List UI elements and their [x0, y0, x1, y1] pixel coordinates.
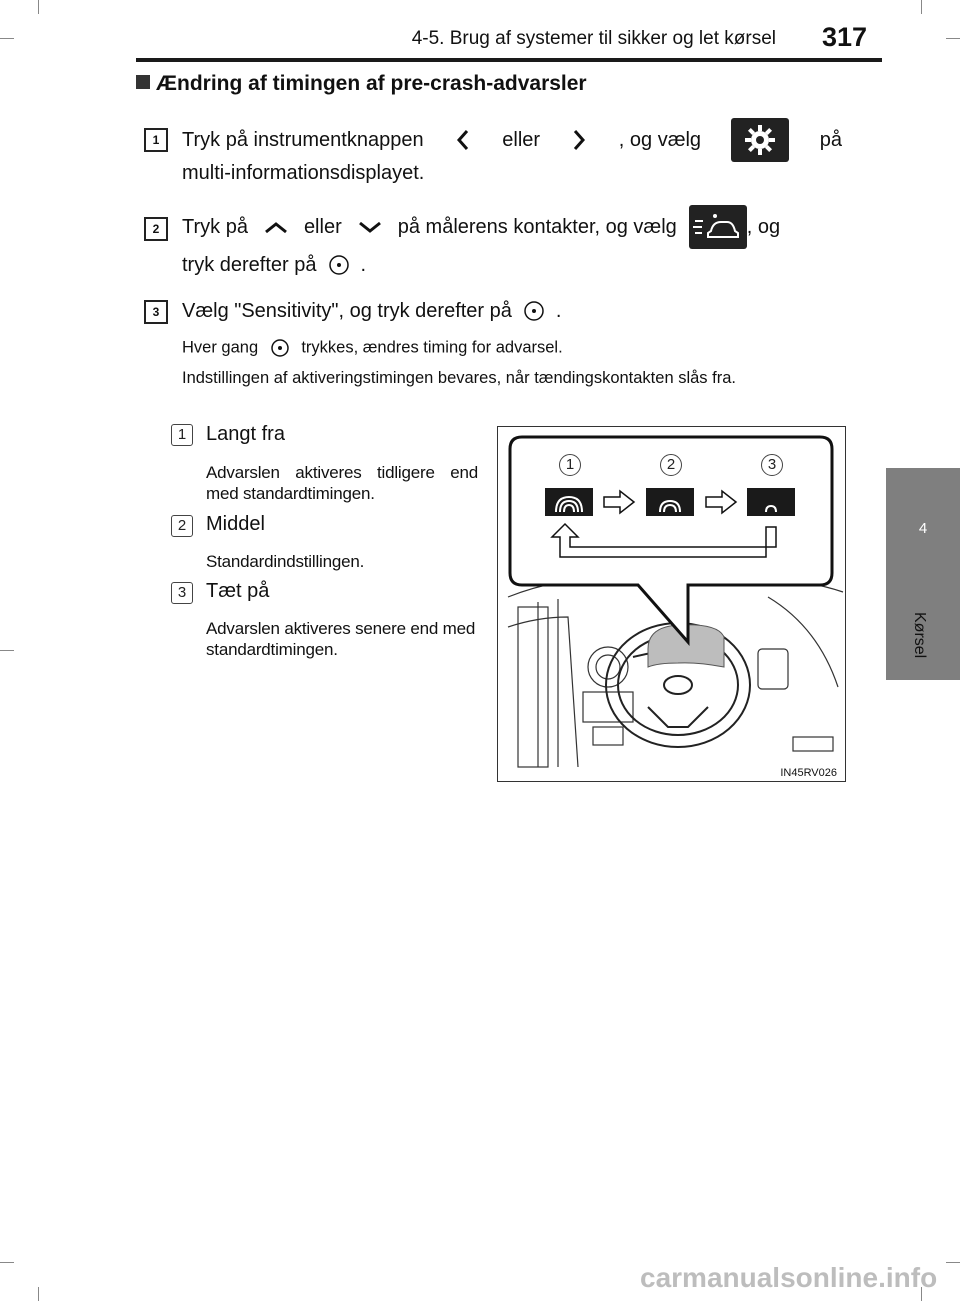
- step-2-text-a: Tryk på: [182, 216, 248, 238]
- step-2-text-e: tryk derefter på: [182, 254, 317, 276]
- option-number-3: 3: [171, 582, 193, 604]
- ok-button-icon: [269, 337, 291, 359]
- note-2: Indstillingen af aktiveringstimingen bevares, når tændingskontakten slås fra.: [182, 369, 736, 387]
- step-1-text-d: på: [819, 129, 842, 151]
- crop-mark: [921, 0, 922, 14]
- option-2-description: Standardindstillingen.: [206, 552, 365, 571]
- note-1-a: Hver gang: [182, 338, 259, 357]
- step-number-1: 1: [144, 128, 168, 152]
- chevron-up-icon: [262, 218, 290, 236]
- step-1-text-e: multi-informationsdisplayet.: [182, 162, 425, 184]
- square-bullet-icon: [136, 75, 150, 89]
- figure-callout-2: 2: [660, 454, 682, 476]
- crop-mark: [0, 1262, 14, 1263]
- crop-mark: [0, 38, 14, 39]
- note-1-b: trykkes, ændres timing for advarsel.: [301, 338, 563, 357]
- option-3-title: Tæt på: [206, 580, 270, 602]
- chevron-right-icon: [570, 128, 588, 152]
- crop-mark: [38, 0, 39, 14]
- step-2-text-d: , og: [746, 216, 781, 238]
- option-2-title: Middel: [206, 513, 265, 535]
- crop-mark: [946, 38, 960, 39]
- watermark: carmanualsonline.info: [640, 1262, 938, 1293]
- option-1-title: Langt fra: [206, 423, 285, 445]
- crop-mark: [0, 650, 14, 651]
- figure-callout-1: 1: [559, 454, 581, 476]
- ok-button-icon: [522, 299, 546, 323]
- option-1-description: Advarslen aktiveres tidligere end med standardtimingen.: [206, 463, 478, 503]
- figure-code: IN45RV026: [780, 767, 837, 779]
- step-3-text-b: .: [555, 300, 562, 322]
- chevron-left-icon: [454, 128, 472, 152]
- step-2-text-f: .: [360, 254, 367, 276]
- section-title: 4-5. Brug af systemer til sikker og let kørsel: [411, 28, 776, 49]
- crop-mark: [946, 1262, 960, 1263]
- step-1-text-a: Tryk på instrumentknappen: [182, 129, 424, 151]
- step-number-2: 2: [144, 217, 168, 241]
- header-rule: [136, 58, 882, 62]
- step-1-text-b: eller: [502, 129, 541, 151]
- step-2-text: [182, 210, 842, 280]
- dashboard-drawing: [498, 427, 845, 781]
- subsection-heading: [136, 72, 587, 96]
- figure-callout-3: 3: [761, 454, 783, 476]
- step-1-text: [182, 124, 842, 188]
- chapter-number: 4: [918, 520, 928, 537]
- settings-gear-icon: [731, 118, 789, 162]
- chevron-down-icon: [356, 218, 384, 236]
- step-2-text-b: eller: [303, 216, 342, 238]
- page-number: 317: [822, 22, 868, 52]
- ok-button-icon: [327, 253, 351, 277]
- step-3-text-a: Vælg "Sensitivity", og tryk derefter på: [182, 300, 512, 322]
- step-1-text-c: , og vælg: [618, 129, 702, 151]
- note-1: [182, 337, 842, 359]
- crop-mark: [38, 1287, 39, 1301]
- heading-text: Ændring af timingen af pre-crash-advarsler: [156, 72, 587, 95]
- step-number-3: 3: [144, 300, 168, 324]
- option-3-description: Advarslen aktiveres senere end med standardtimingen.: [206, 619, 476, 659]
- step-2-text-c: på målerens kontakter, og vælg: [397, 216, 677, 238]
- step-3-text: [182, 296, 842, 326]
- option-number-2: 2: [171, 515, 193, 537]
- option-number-1: 1: [171, 424, 193, 446]
- dashboard-illustration: [497, 426, 846, 782]
- driving-assist-icon: [689, 205, 747, 249]
- chapter-label: Kørsel: [911, 612, 928, 659]
